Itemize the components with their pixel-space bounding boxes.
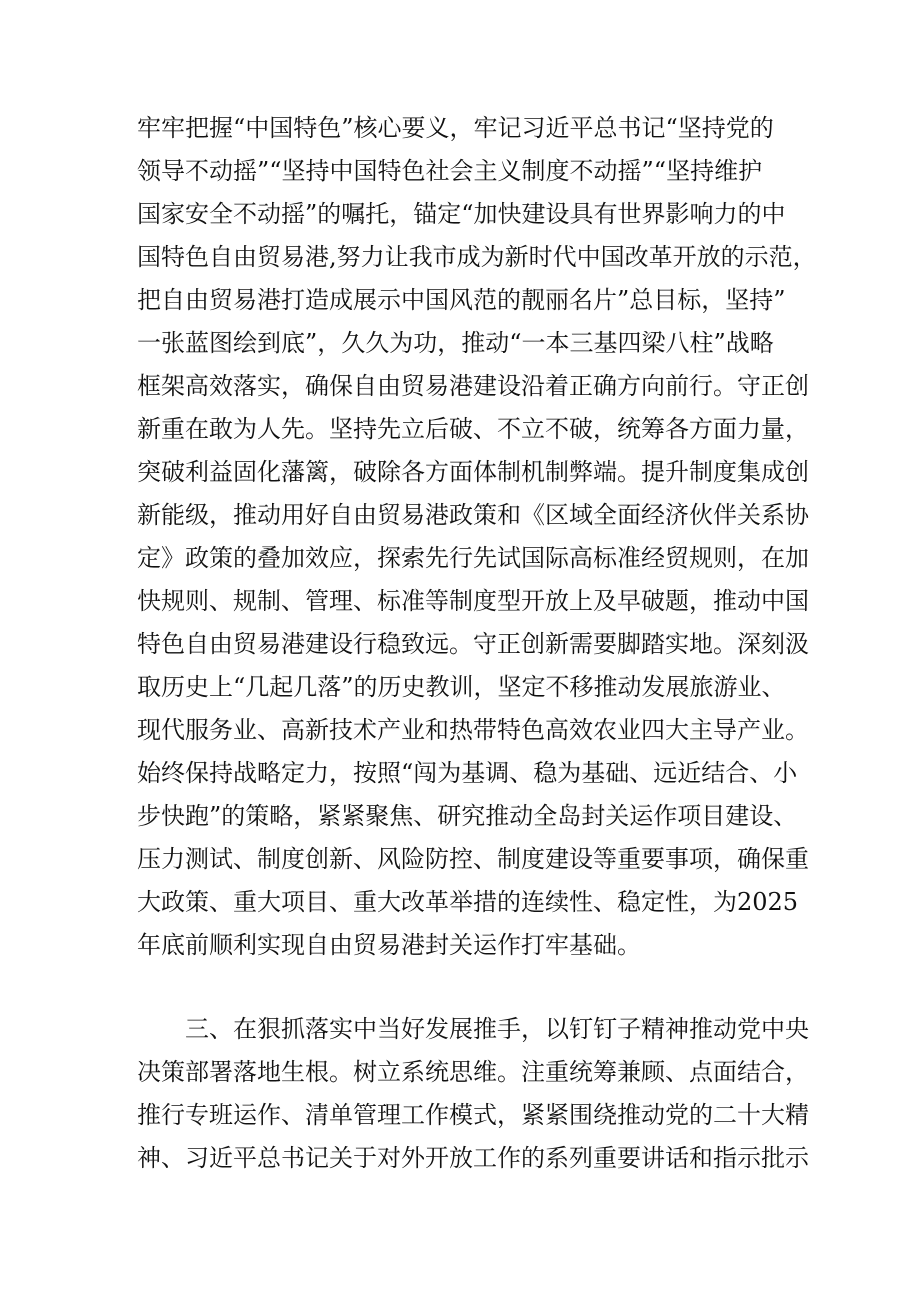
paragraph-line: 始终保持战略定力，按照“闯为基调、稳为基础、远近结合、小 xyxy=(137,759,798,787)
paragraph-line: 特色自由贸易港建设行稳致远。守正创新需要脚踏实地。深刻汲 xyxy=(137,630,809,658)
paragraph-2 xyxy=(137,1008,809,1180)
paragraph-line: 新能级，推动用好自由贸易港政策和《区域全面经济伙伴关系协 xyxy=(137,501,809,529)
paragraph-line: 推行专班运作、清单管理工作模式，紧紧围绕推动党的二十大精 xyxy=(137,1101,809,1129)
paragraph-line: 决策部署落地生根。树立系统思维。注重统筹兼顾、点面结合， xyxy=(137,1058,809,1086)
paragraph-line: 现代服务业、高新技术产业和热带特色高效农业四大主导产业。 xyxy=(137,716,809,744)
paragraph-line: 国特色自由贸易港,努力让我市成为新时代中国改革开放的示范， xyxy=(137,243,817,271)
paragraph-line: 三、在狠抓落实中当好发展推手，以钉钉子精神推动党中央 xyxy=(185,1015,809,1043)
paragraph-line: 突破利益固化藩篱，破除各方面体制机制弊端。提升制度集成创 xyxy=(137,458,809,486)
paragraph-line: 大政策、重大项目、重大改革举措的连续性、稳定性，为2025 xyxy=(137,888,799,916)
paragraph-line: 新重在敢为人先。坚持先立后破、不立不破，统筹各方面力量， xyxy=(137,415,809,443)
paragraph-line: 步快跑”的策略，紧紧聚焦、研究推动全岛封关运作项目建设、 xyxy=(137,802,798,830)
paragraph-line: 年底前顺利实现自由贸易港封关运作打牢基础。 xyxy=(137,931,641,959)
paragraph-line: 压力测试、制度创新、风险防控、制度建设等重要事项，确保重 xyxy=(137,845,809,873)
paragraph-line: 牢牢把握“中国特色”核心要义，牢记习近平总书记“坚持党的 xyxy=(137,114,774,142)
paragraph-line: 取历史上“几起几落”的历史教训，坚定不移推动发展旅游业、 xyxy=(137,673,786,701)
paragraph-line: 一张蓝图绘到底”，久久为功，推动“一本三基四梁八柱”战略 xyxy=(137,329,774,357)
paragraph-line: 神、习近平总书记关于对外开放工作的系列重要讲话和指示批示 xyxy=(137,1144,809,1172)
paragraph-line: 领导不动摇”“坚持中国特色社会主义制度不动摇”“坚持维护 xyxy=(137,157,763,185)
paragraph-line: 快规则、规制、管理、标准等制度型开放上及早破题，推动中国 xyxy=(137,587,809,615)
paragraph-line: 国家安全不动摇”的嘱托，锚定“加快建设具有世界影响力的中 xyxy=(137,200,786,228)
paragraph-line: 把自由贸易港打造成展示中国风范的靓丽名片”总目标，坚持” xyxy=(137,286,786,314)
paragraph-line: 框架高效落实，确保自由贸易港建设沿着正确方向前行。守正创 xyxy=(137,372,809,400)
paragraph-line: 定》政策的叠加效应，探索先行先试国际高标准经贸规则，在加 xyxy=(137,544,809,572)
paragraph-1 xyxy=(137,107,817,967)
